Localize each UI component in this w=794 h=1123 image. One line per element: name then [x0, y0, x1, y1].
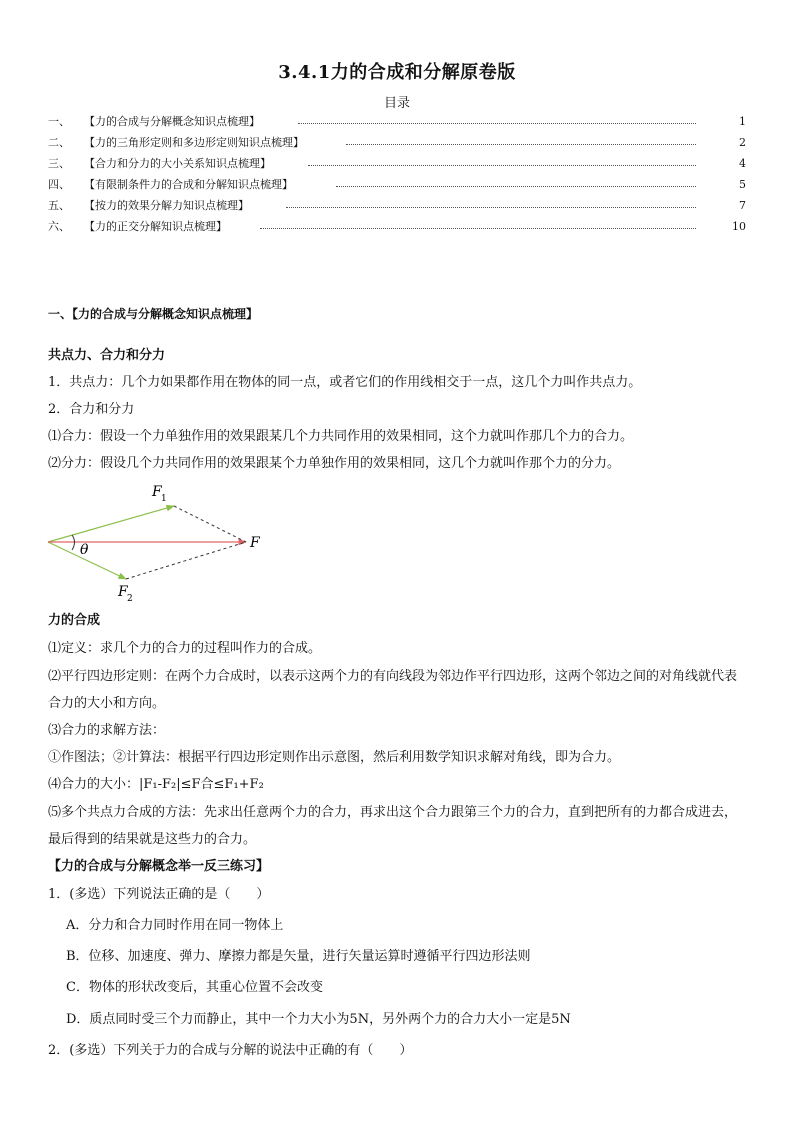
toc-entry-number: 六、 [48, 220, 70, 233]
toc-entry-page: 5 [739, 178, 746, 191]
toc-entry[interactable] [48, 135, 746, 156]
toc-entry-number: 四、 [48, 178, 70, 191]
toc-entry-page: 1 [739, 115, 746, 128]
toc-heading: 目录 [383, 96, 410, 111]
toc-leader-dots [298, 114, 696, 124]
paragraph: ⑴合力：假设一个力单独作用的效果跟某几个力共同作用的效果相同，这个力就叫作那几个力的合力。 [48, 429, 634, 444]
toc-entry[interactable] [48, 156, 746, 177]
paragraph-formula: ⑷合力的大小：|F₁-F₂|≤F合≤F₁+F₂ [48, 777, 264, 792]
paragraph: ⑵分力：假设几个力共同作用的效果跟某个力单独作用的效果相同，这几个力就叫作那个力的分力。 [48, 456, 621, 471]
toc-entry-label: 【合力和分力的大小关系知识点梳理】 [84, 157, 271, 170]
resultant-label: F [250, 535, 260, 551]
paragraph: 1．共点力：几个力如果都作用在物体的同一点，或者它们的作用线相交于一点，这几个力叫作共点力。 [48, 375, 642, 390]
f1-subscript: 1 [161, 494, 167, 504]
table-of-contents [48, 114, 746, 240]
question-1-option-c[interactable]: C．物体的形状改变后，其重心位置不会改变 [66, 980, 323, 995]
paragraph: ⑵平行四边形定则：在两个力合成时，以表示这两个力的有向线段为邻边作平行四边形，这两个邻边之间的对角线就代表合力的大小和方向。 [48, 669, 738, 711]
toc-entry[interactable] [48, 177, 746, 198]
question-1: 1．(多选）下列说法正确的是（ ） [48, 887, 270, 902]
toc-entry[interactable] [48, 198, 746, 219]
toc-entry-label: 【力的合成与分解概念知识点梳理】 [84, 115, 260, 128]
paragraph: ⑶合力的求解方法： [48, 723, 166, 738]
question-2: 2．(多选）下列关于力的合成与分解的说法中正确的有（ ） [48, 1043, 413, 1058]
toc-leader-dots [346, 135, 696, 145]
toc-leader-dots [260, 219, 696, 229]
practice-heading: 【力的合成与分解概念举一反三练习】 [48, 859, 270, 874]
f1-label: F [152, 484, 162, 500]
toc-entry-page: 7 [739, 199, 746, 212]
subheading-concurrent-forces: 共点力、合力和分力 [48, 348, 166, 363]
toc-leader-dots [286, 198, 696, 208]
paragraph: ①作图法；②计算法：根据平行四边形定则作出示意图，然后利用数学知识求解对角线，即为合力。 [48, 750, 621, 765]
toc-entry[interactable] [48, 114, 746, 135]
toc-entry-number: 五、 [48, 199, 70, 212]
paragraph: 2．合力和分力 [48, 402, 135, 417]
question-1-option-a[interactable]: A．分力和合力同时作用在同一物体上 [66, 918, 284, 933]
toc-entry-label: 【力的三角形定则和多边形定则知识点梳理】 [84, 136, 304, 149]
toc-entry-label: 【有限制条件力的合成和分解知识点梳理】 [84, 178, 293, 191]
toc-entry-number: 二、 [48, 136, 70, 149]
toc-leader-dots [308, 156, 696, 166]
toc-entry[interactable] [48, 219, 746, 240]
force-parallelogram-diagram [44, 478, 274, 608]
theta-label: θ [80, 542, 89, 558]
toc-entry-number: 一、 [48, 115, 70, 128]
paragraph: ⑸多个共点力合成的方法：先求出任意两个力的合力，再求出这个合力跟第三个力的合力，直到把所有的力都合成进去，最后得到的结果就是这些力的合力。 [48, 805, 738, 847]
f1-vector-arrow [48, 506, 174, 542]
toc-leader-dots [336, 177, 696, 187]
f2-subscript: 2 [127, 594, 133, 604]
subheading-force-composition: 力的合成 [48, 613, 101, 628]
toc-entry-label: 【力的正交分解知识点梳理】 [84, 220, 227, 233]
question-1-option-b[interactable]: B．位移、加速度、弹力、摩擦力都是矢量，进行矢量运算时遵循平行四边形法则 [66, 949, 531, 964]
section-heading: 一、【力的合成与分解概念知识点梳理】 [48, 307, 259, 321]
question-1-option-d[interactable]: D．质点同时受三个力而静止，其中一个力大小为5N，另外两个力的合力大小一定是5N [66, 1012, 571, 1027]
parallelogram-edge-upper [174, 506, 246, 542]
page-title: 3.4.1力的合成和分解原卷版 [278, 62, 516, 83]
toc-entry-page: 4 [739, 157, 746, 170]
toc-entry-label: 【按力的效果分解力知识点梳理】 [84, 199, 249, 212]
toc-entry-number: 三、 [48, 157, 70, 170]
toc-entry-page: 10 [732, 220, 746, 233]
paragraph: ⑴定义：求几个力的合力的过程叫作力的合成。 [48, 641, 322, 656]
toc-entry-page: 2 [739, 136, 746, 149]
parallelogram-edge-lower [126, 542, 246, 579]
f2-label: F [118, 584, 128, 600]
